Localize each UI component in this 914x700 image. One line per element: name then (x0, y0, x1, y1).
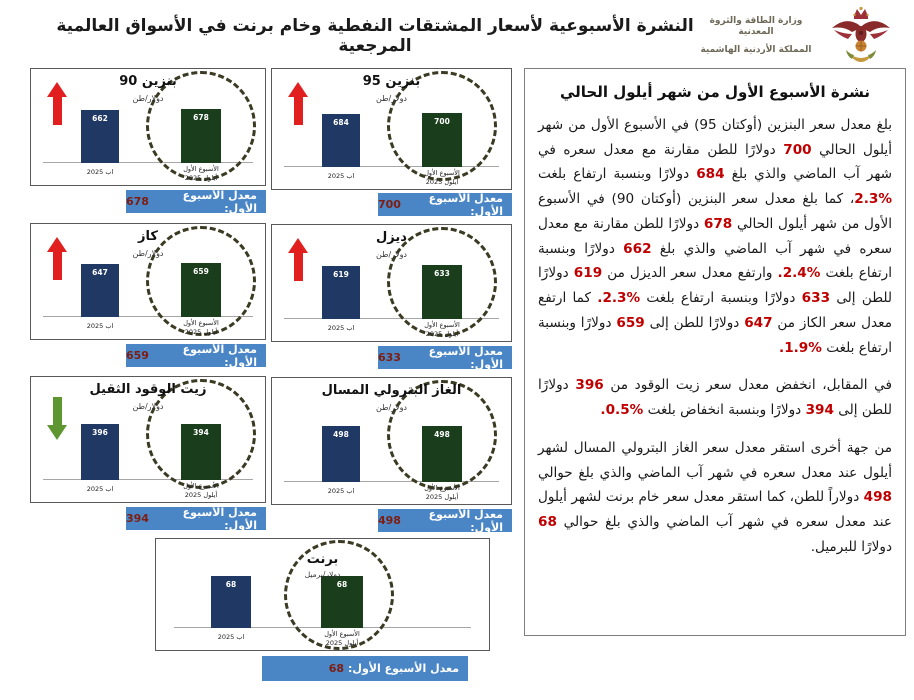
x-label-week: الأسبوع الأول أيلول 2025 (183, 319, 219, 337)
bar-value: 68 (336, 580, 348, 589)
week-average-banner: معدل الأسبوع الأول: 700 (378, 193, 512, 216)
bar-value: 684 (333, 118, 349, 127)
x-label-week: الأسبوع الأول أيلول 2025 (324, 630, 360, 648)
chart-title: زيت الوقود الثقيل (89, 382, 207, 397)
bar-value: 678 (193, 113, 209, 122)
chart-brent (155, 538, 490, 651)
chart-title: الغاز البترولي المسال (321, 383, 462, 398)
chart-title: بنزين 90 (119, 74, 177, 89)
bar-first-week (181, 424, 221, 480)
bar-value: 498 (434, 430, 450, 439)
chart-benzene-90 (30, 68, 266, 186)
ministry-logo (688, 4, 908, 64)
x-label-previous: اب 2025 (327, 487, 355, 495)
bar-value: 498 (333, 430, 349, 439)
bar-first-week (181, 263, 221, 317)
bar-value: 647 (92, 268, 108, 277)
x-label-previous: اب 2025 (327, 324, 355, 332)
bar-value: 619 (333, 270, 349, 279)
week-average-banner: معدل الأسبوع الأول: 68 (262, 656, 468, 681)
chart-kerosene (30, 223, 266, 340)
bar-previous-month (81, 424, 119, 480)
x-label-week: الأسبوع الأول أيلول 2025 (424, 169, 460, 187)
bar-value: 68 (225, 580, 237, 589)
bar-first-week (422, 265, 462, 319)
x-label-week: الأسبوع الأول أيلول 2025 (424, 484, 460, 502)
week-average-banner: معدل الأسبوع الأول: 498 (378, 509, 512, 532)
chart-title: ديزل (376, 230, 407, 245)
jordan-coat-of-arms-icon (828, 6, 894, 64)
bar-previous-month (81, 264, 119, 317)
bar-value: 396 (92, 428, 108, 437)
x-label-week: الأسبوع الأول أيلول 2025 (183, 165, 219, 183)
x-label-previous: اب 2025 (86, 322, 114, 330)
bar-value: 394 (193, 428, 209, 437)
x-label-previous: اب 2025 (327, 172, 355, 180)
bar-value: 662 (92, 114, 108, 123)
chart-unit: دولار/طن (132, 402, 164, 411)
chart-unit: دولار/طن (375, 94, 407, 103)
bar-first-week (422, 426, 462, 482)
chart-diesel (271, 224, 512, 342)
bar-previous-month (81, 110, 119, 163)
week-average-banner: معدل الأسبوع الأول: 394 (126, 507, 266, 530)
chart-unit: دولار/طن (132, 94, 164, 103)
chart-unit: دولار/طن (375, 250, 407, 259)
x-label-previous: اب 2025 (86, 485, 114, 493)
week-average-banner: معدل الأسبوع الأول: 659 (126, 344, 266, 367)
chart-unit: دولار/طن (132, 249, 164, 258)
bar-value: 700 (434, 117, 450, 126)
x-label-previous: اب 2025 (217, 633, 245, 641)
chart-lpg (271, 377, 512, 505)
x-label-previous: اب 2025 (86, 168, 114, 176)
chart-title: برنت (306, 552, 339, 567)
paragraph-fuel-oil: في المقابل، انخفض معدل سعر زيت الوقود من 396 دولارًا للطن إلى 394 دولارًا وبنسبة انخفاض بلغت %0.5. (538, 377, 892, 419)
chart-title: بنزين 95 (362, 74, 421, 89)
bar-first-week (321, 576, 363, 628)
panel-title: نشرة الأسبوع الأول من شهر أيلول الحالي (559, 83, 870, 101)
bar-previous-month (322, 114, 360, 167)
ministry-name: وزارة الطاقة والثروة المعدنية المملكة الأردنية الهاشمية (700, 16, 812, 55)
bar-previous-month (211, 576, 251, 628)
bar-first-week (422, 113, 462, 167)
chart-heavy-fuel-oil (30, 376, 266, 503)
week-average-banner: معدل الأسبوع الأول: 633 (378, 346, 512, 369)
week-average-banner: معدل الأسبوع الأول: 678 (126, 190, 266, 213)
paragraph-lpg-brent: من جهة أخرى استقر معدل سعر الغاز البترولي المسال لشهر أيلول عند معدل سعره في شهر آب الماضي والذي بلغ حوالي 498 دولاراً للطن، كما استقر معدل سعر خام برنت لشهر أيلول عند معدل سعره في شهر آب الماضي والذي بلغ حوالي 68 دولارًا للبرميل. (538, 439, 892, 555)
chart-unit: دولار/طن (375, 403, 407, 412)
x-label-week: الأسبوع الأول أيلول 2025 (183, 482, 219, 500)
bar-previous-month (322, 266, 360, 319)
chart-title: كاز (138, 229, 158, 244)
bar-first-week (181, 109, 221, 163)
bar-value: 633 (434, 269, 450, 278)
x-label-week: الأسبوع الأول أيلول 2025 (424, 321, 460, 339)
page-title: النشرة الأسبوعية لأسعار المشتقات النفطية وخام برنت في الأسواق العالمية المرجعية (56, 16, 694, 56)
chart-unit: دولار/برميل (304, 570, 341, 579)
chart-benzene-95 (271, 68, 512, 190)
bar-value: 659 (193, 267, 209, 276)
bar-previous-month (322, 426, 360, 482)
bulletin-text-panel (524, 68, 906, 636)
paragraph-gasoline: بلغ معدل سعر البنزين (أوكتان 95) في الأسبوع الأول من شهر أيلول الحالي 700 دولارًا للطن مقارنة مع معدل سعره في شهر آب الماضي والذي بلغ 684 دولارًا وبنسبة ارتفاع بلغت %2.3، كما بلغ معدل سعر البنزين (أوكتان 90) في الأسبوع الأول من شهر أيلول الحالي 678 دولارًا للطن مقارنة مع معدل سعره في شهر آب الماضي والذي بلغ 662 دولارًا وبنسبة ارتفاع بلغت %2.4. وارتفع معدل سعر الديزل من 619 دولارًا للطن إلى 633 دولارًا وبنسبة ارتفاع بلغت %2.3. كما ارتفع معدل سعر الكاز من 647 دولارًا للطن إلى 659 دولارًا وبنسبة ارتفاع بلغت %1.9. (538, 117, 892, 356)
